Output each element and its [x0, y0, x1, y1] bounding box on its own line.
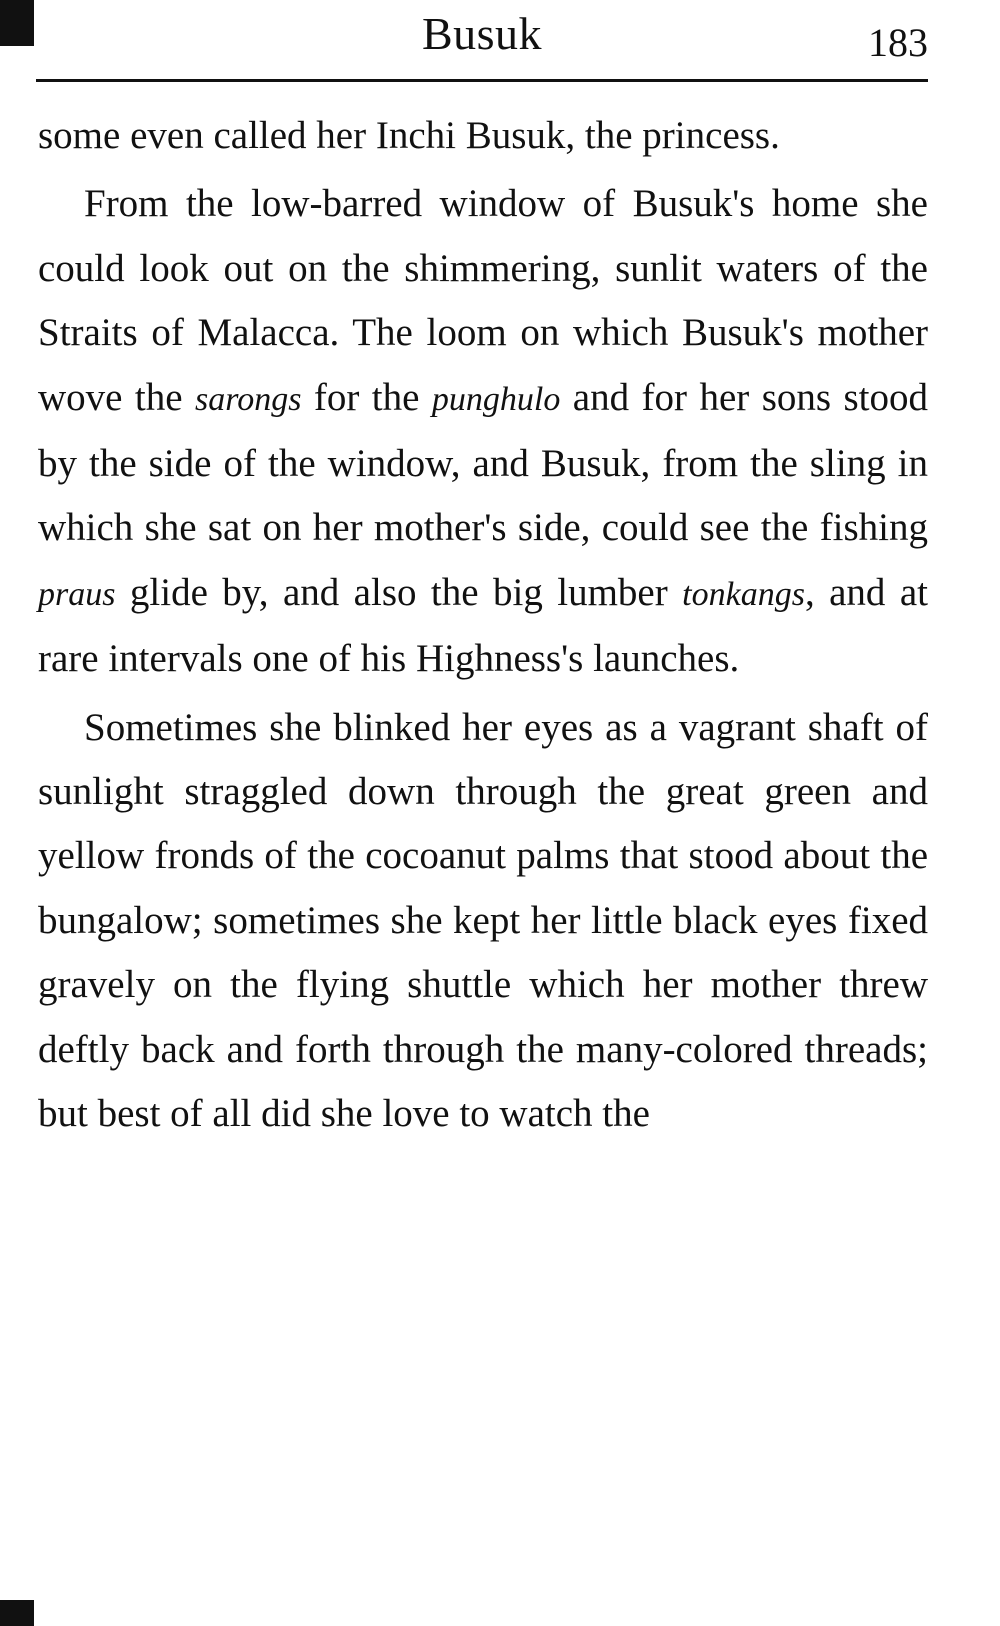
paragraph: [38, 696, 928, 1147]
italic-term: sarongs: [195, 380, 302, 418]
paragraph: [38, 104, 928, 168]
text-run: , and at rare intervals one of his Highness's launches.: [38, 570, 928, 681]
body-text: [38, 104, 928, 1151]
text-run: some even called her Inchi Busuk, the princess.: [38, 114, 780, 157]
page-header: [36, 0, 928, 70]
text-run: Sometimes she blinked her eyes as a vagrant shaft of sunlight straggled down through the great green and yellow fronds of the cocoanut palms that stood about the bungalow; sometimes she kept her little black eyes fixed gravely on the flying shuttle which her mother threw deftly back and forth through the many-colored threads; but best of all did she love to watch the: [38, 705, 928, 1136]
page-number: 183: [868, 20, 928, 65]
scan-corner-mark-bottom: [0, 1600, 34, 1626]
italic-term: praus: [38, 575, 116, 613]
paragraph: [38, 172, 928, 691]
italic-term: tonkangs: [682, 575, 805, 613]
text-run: for the: [301, 375, 432, 419]
header-rule: [36, 79, 928, 82]
text-run: and for her sons stood by the side of the window, and Busuk, from the sling in which she sat on her mother's side, could see the fishing: [38, 375, 929, 550]
scan-corner-mark-top: [0, 0, 34, 46]
italic-term: punghulo: [431, 380, 561, 418]
running-head: Busuk: [421, 8, 543, 59]
text-run: glide by, and also the big lumber: [115, 570, 683, 614]
text-run: From the low-barred window of Busuk's home she could look out on the shimmering, sunlit waters of the Straits of Malacca. The loom on which Busuk's mother wove the: [38, 182, 928, 419]
